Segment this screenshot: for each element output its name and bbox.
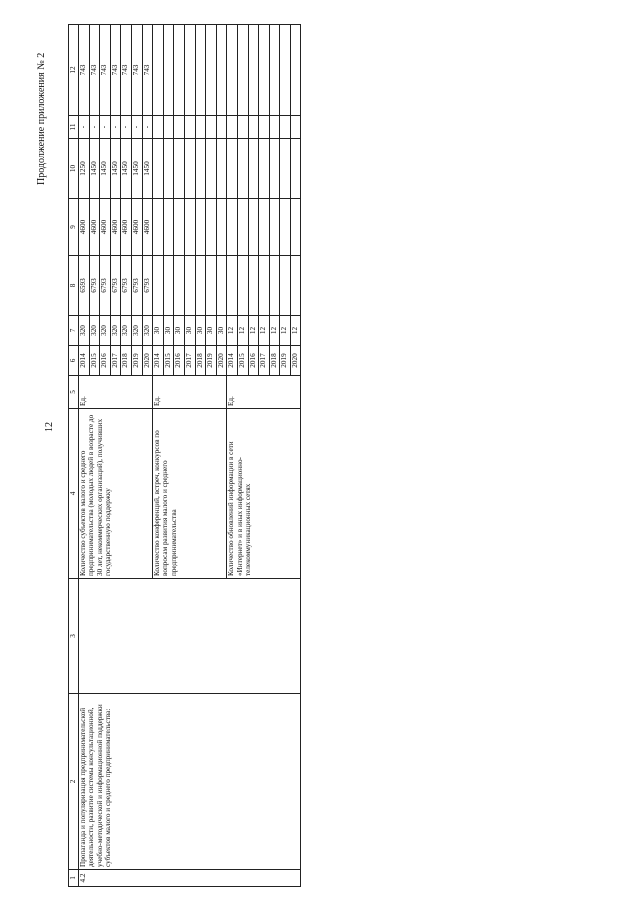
year-cell: 2017 [184,346,195,376]
year-cell: 2018 [195,346,206,376]
col-header: 12 [69,25,79,116]
value-col-11: - [89,116,100,139]
value-col-10: 1450 [142,139,153,199]
column-numbers-row [69,25,79,887]
value-col-11 [237,116,248,139]
col-header: 9 [69,199,79,256]
value-col-8 [153,256,164,316]
col-header: 2 [69,694,79,870]
value-col-12 [206,25,217,116]
value-col-10 [269,139,280,199]
value-col-8: 6793 [142,256,153,316]
value-col-10: 1450 [110,139,121,199]
value-col-11 [227,116,238,139]
value-col-8: 6793 [100,256,111,316]
value-col-9 [206,199,217,256]
value-col-12: 743 [142,25,153,116]
col-header: 1 [69,870,79,887]
value-col-12 [269,25,280,116]
appendix-table [68,24,301,887]
year-cell: 2015 [89,346,100,376]
value-col7: 30 [174,316,185,346]
value-col-10: 1450 [131,139,142,199]
value-col7: 30 [216,316,227,346]
value-col7: 12 [259,316,270,346]
value-col-11 [163,116,174,139]
value-col-12: 743 [89,25,100,116]
value-col-12 [184,25,195,116]
value-col-12 [174,25,185,116]
value-col7: 320 [131,316,142,346]
value-col-9 [248,199,259,256]
year-cell: 2020 [142,346,153,376]
value-col-10: 1450 [121,139,132,199]
value-col-11: - [121,116,132,139]
col-header: 5 [69,376,79,409]
value-col7: 12 [237,316,248,346]
value-col-8 [227,256,238,316]
value-col-9 [163,199,174,256]
value-col7: 12 [248,316,259,346]
value-col-11: - [110,116,121,139]
col-header: 10 [69,139,79,199]
value-col-9 [184,199,195,256]
year-cell: 2015 [163,346,174,376]
col-header: 11 [69,116,79,139]
year-cell: 2018 [269,346,280,376]
value-col-12 [227,25,238,116]
value-col-12 [216,25,227,116]
value-col7: 30 [206,316,217,346]
value-col-12 [248,25,259,116]
value-col7: 12 [227,316,238,346]
year-cell: 2016 [174,346,185,376]
value-col7: 12 [290,316,301,346]
value-col-11 [280,116,291,139]
value-col-11 [174,116,185,139]
value-col-9: 4600 [142,199,153,256]
year-cell: 2017 [110,346,121,376]
value-col7: 320 [110,316,121,346]
value-col-11 [259,116,270,139]
value-col-8: 6793 [131,256,142,316]
indicator-unit: Ед. [227,376,301,409]
value-col-9 [237,199,248,256]
value-col7: 320 [142,316,153,346]
year-cell: 2016 [100,346,111,376]
value-col-11 [269,116,280,139]
value-col-10: 1250 [79,139,90,199]
page-header: Продолжение приложения № 2 [36,52,47,185]
value-col-8 [269,256,280,316]
year-cell: 2019 [131,346,142,376]
value-col-12 [280,25,291,116]
value-col-12: 743 [79,25,90,116]
value-col-9: 4600 [131,199,142,256]
year-cell: 2016 [248,346,259,376]
value-col-12 [290,25,301,116]
value-col-11 [216,116,227,139]
value-col-9 [269,199,280,256]
value-col-10 [174,139,185,199]
value-col7: 30 [195,316,206,346]
page-number: 12 [44,422,55,432]
value-col-12: 743 [100,25,111,116]
value-col-8: 6793 [121,256,132,316]
value-col7: 320 [79,316,90,346]
value-col-10 [280,139,291,199]
value-col7: 320 [100,316,111,346]
value-col-9 [153,199,164,256]
year-cell: 2020 [290,346,301,376]
value-col7: 320 [89,316,100,346]
value-col-10 [259,139,270,199]
value-col-11 [195,116,206,139]
year-cell: 2018 [121,346,132,376]
year-cell: 2014 [79,346,90,376]
value-col-11 [206,116,217,139]
value-col-10: 1450 [100,139,111,199]
value-col-11 [153,116,164,139]
value-col-8 [195,256,206,316]
value-col-11: - [131,116,142,139]
value-col-8 [206,256,217,316]
table-row [79,25,90,887]
value-col7: 30 [163,316,174,346]
value-col-12 [163,25,174,116]
value-col-8: 6793 [110,256,121,316]
value-col7: 30 [153,316,164,346]
value-col-10 [290,139,301,199]
event-name: Пропаганда и популяризация предпринимательской деятельности, развитие системы консультационной, учебно-методической и информационной поддержки субъектов малого и среднего предпринимательства: [79,694,301,870]
col-header: 4 [69,409,79,579]
value-col-12 [153,25,164,116]
col-header: 8 [69,256,79,316]
value-col-12 [237,25,248,116]
value-col-9 [216,199,227,256]
value-col-8 [290,256,301,316]
value-col-9 [280,199,291,256]
value-col-8 [248,256,259,316]
value-col-8: 6593 [79,256,90,316]
value-col-11: - [100,116,111,139]
value-col-11: - [79,116,90,139]
year-cell: 2015 [237,346,248,376]
value-col-10 [237,139,248,199]
value-col7: 320 [121,316,132,346]
value-col-10 [153,139,164,199]
indicator-name: Количество конференций, встреч, конкурсов по вопросам развития малого и среднего предпринимательства [153,409,227,579]
value-col-12: 743 [131,25,142,116]
value-col-8 [184,256,195,316]
value-col-12 [195,25,206,116]
indicator-name: Количество обновлений информации в сети «Интернет» и в иных информационно-телекоммуникационных сетях [227,409,301,579]
col-header: 6 [69,346,79,376]
value-col-9: 4600 [89,199,100,256]
value-col-10 [163,139,174,199]
executor-cell [79,579,301,694]
value-col-10 [195,139,206,199]
value-col-11 [290,116,301,139]
value-col-9 [290,199,301,256]
indicator-unit: Ед. [79,376,153,409]
value-col-9 [195,199,206,256]
value-col-9: 4600 [110,199,121,256]
value-col-9 [259,199,270,256]
value-col-10 [248,139,259,199]
value-col-9: 4600 [100,199,111,256]
value-col-8 [237,256,248,316]
value-col-9: 4600 [121,199,132,256]
value-col-9 [227,199,238,256]
value-col7: 12 [280,316,291,346]
col-header: 3 [69,579,79,694]
indicator-unit: Ед. [153,376,227,409]
value-col-8 [259,256,270,316]
value-col-11 [248,116,259,139]
value-col-11 [184,116,195,139]
year-cell: 2019 [206,346,217,376]
year-cell: 2019 [280,346,291,376]
value-col7: 12 [269,316,280,346]
year-cell: 2014 [227,346,238,376]
value-col7: 30 [184,316,195,346]
value-col-8 [280,256,291,316]
col-header: 7 [69,316,79,346]
value-col-11: - [142,116,153,139]
value-col-9: 4600 [79,199,90,256]
value-col-12 [259,25,270,116]
row-number: 4.2 [79,870,301,887]
year-cell: 2014 [153,346,164,376]
year-cell: 2020 [216,346,227,376]
value-col-12: 743 [110,25,121,116]
value-col-10 [206,139,217,199]
value-col-8 [216,256,227,316]
value-col-8: 6793 [89,256,100,316]
value-col-10 [216,139,227,199]
indicator-name: Количество субъектов малого и среднего предпринимательства (молодых людей в возрасте до 30 лет, некоммерческих организаций), получивших государственную поддержку [79,409,153,579]
value-col-9 [174,199,185,256]
value-col-12: 743 [121,25,132,116]
value-col-8 [163,256,174,316]
year-cell: 2017 [259,346,270,376]
value-col-10 [184,139,195,199]
value-col-8 [174,256,185,316]
value-col-10 [227,139,238,199]
value-col-10: 1450 [89,139,100,199]
